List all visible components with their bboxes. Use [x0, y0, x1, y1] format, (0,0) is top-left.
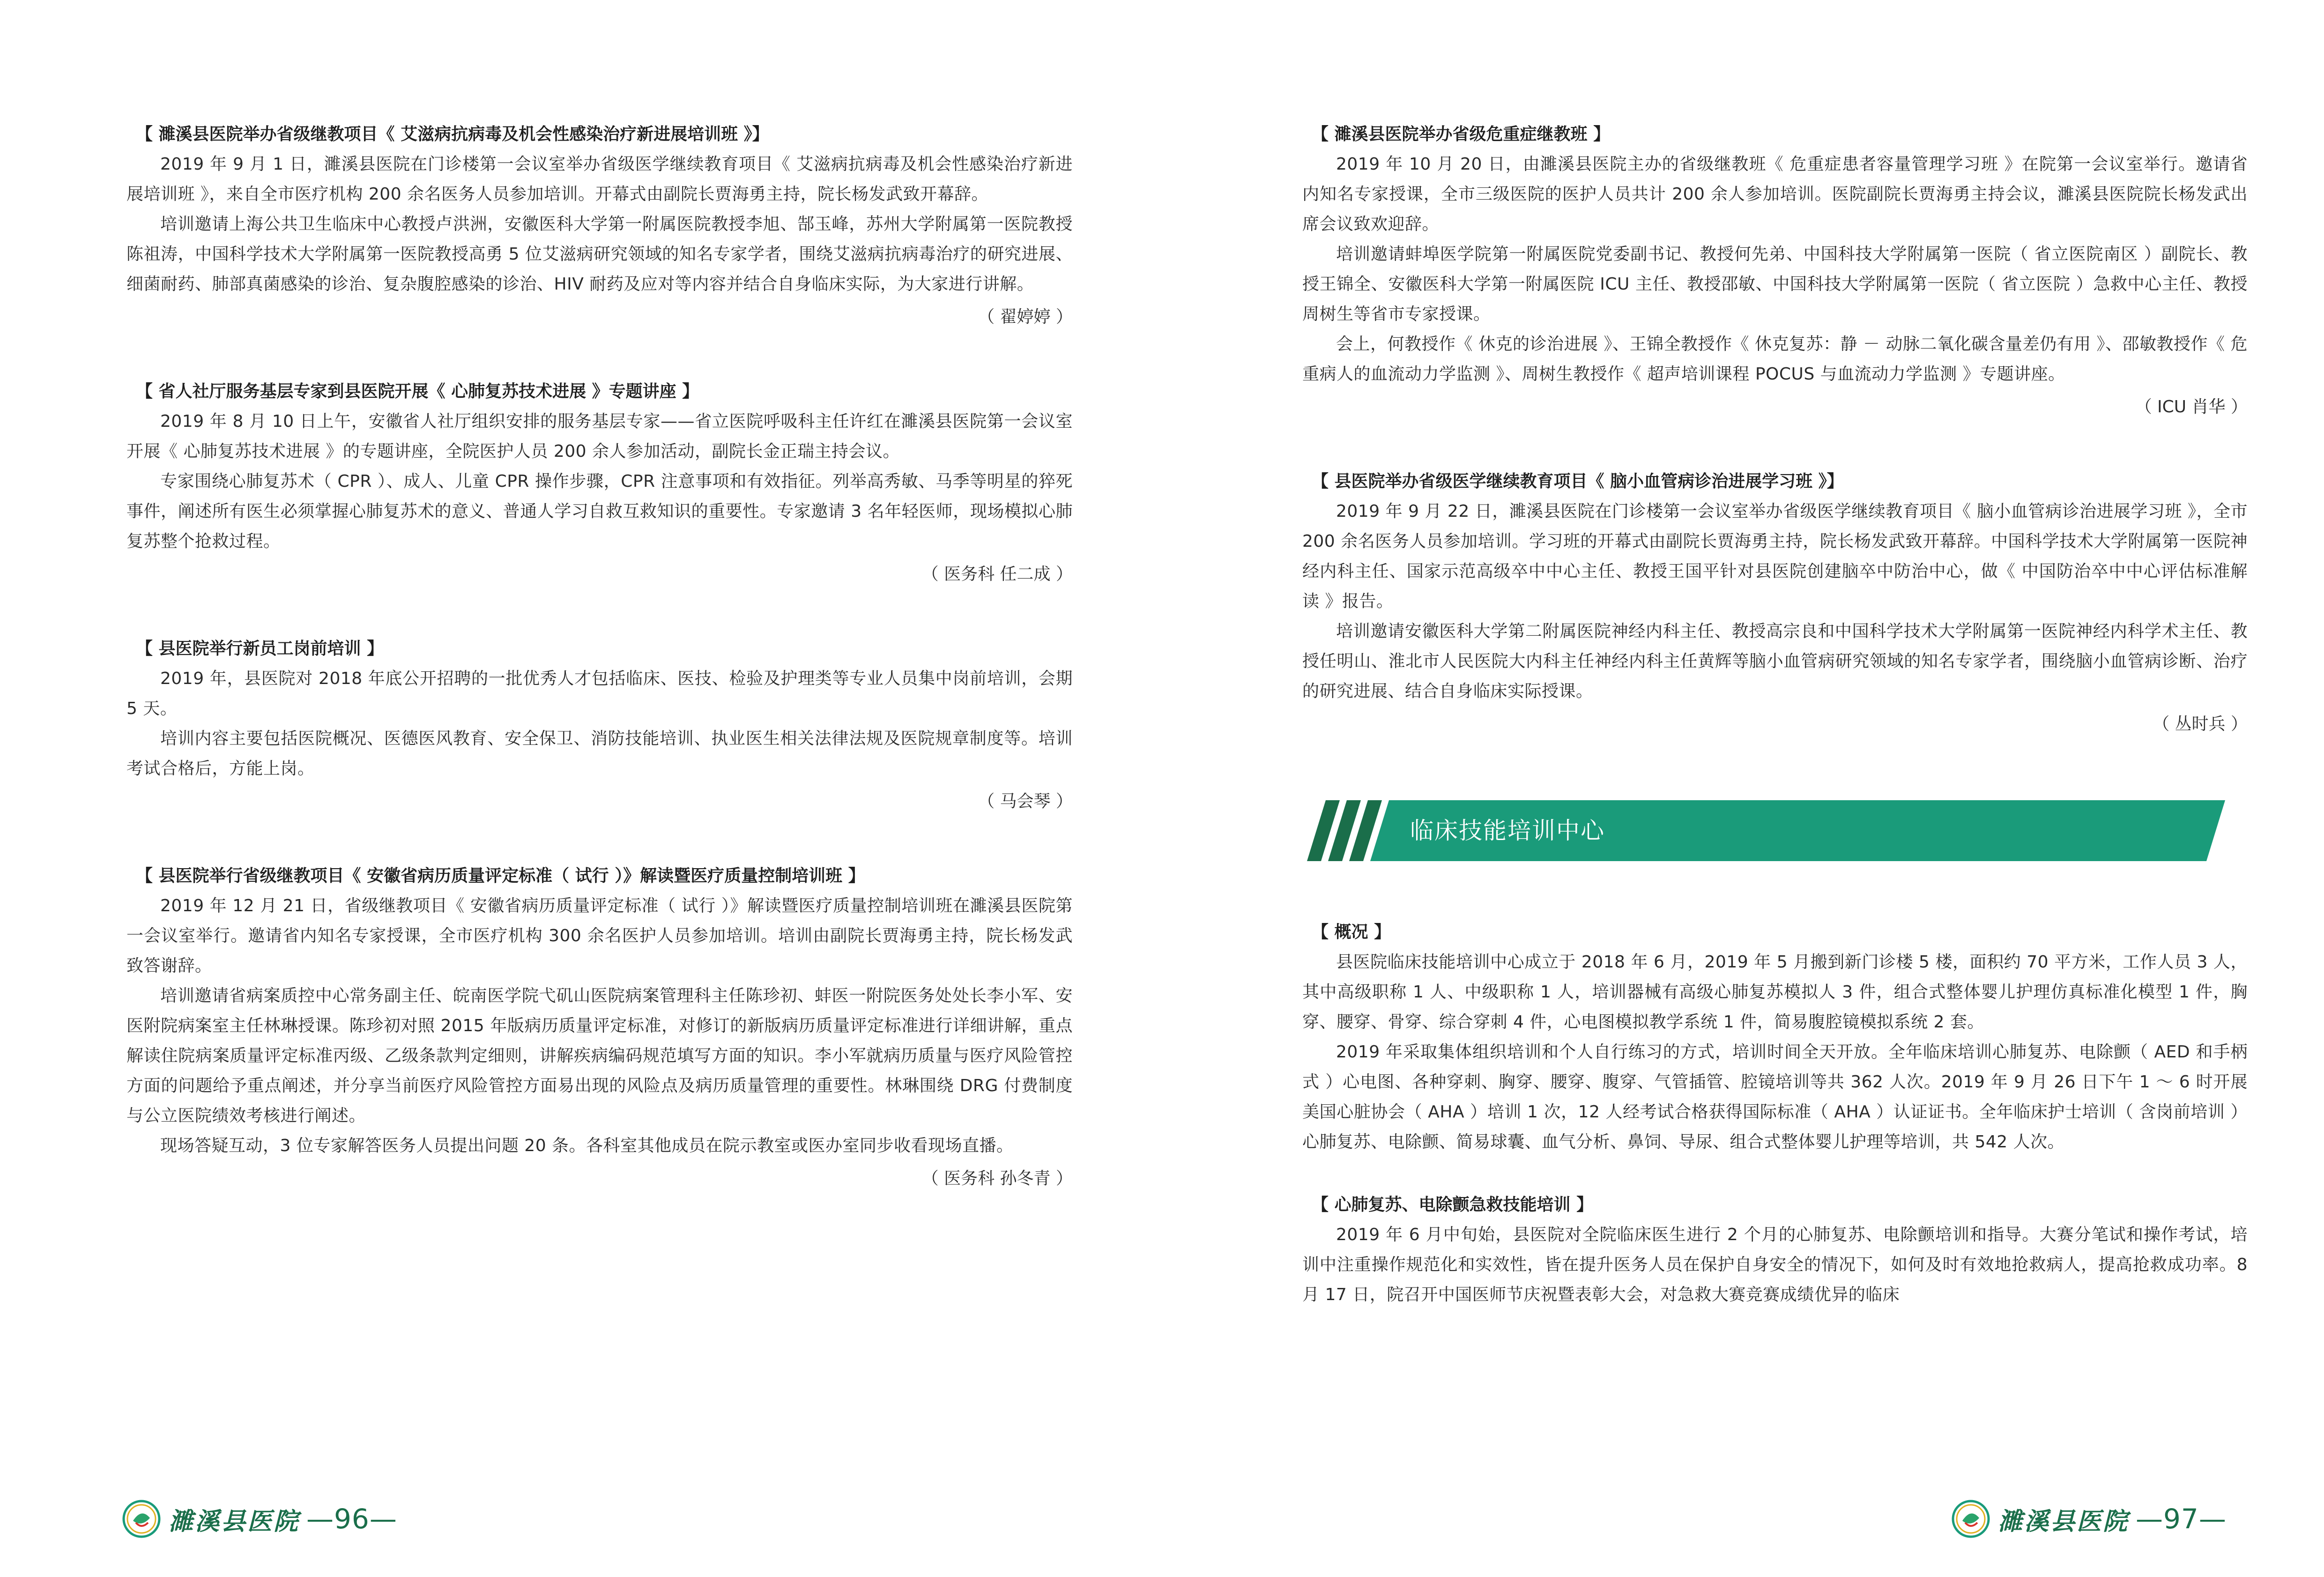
section-title: 临床技能培训中心	[1410, 817, 1605, 844]
article-author: （ 马会琴 ）	[978, 792, 1073, 811]
article-title: 【 县医院举行省级继教项目《 安徽省病历质量评定标准（ 试行 ）》解读暨医疗质量控制培训班 】	[136, 866, 865, 885]
article-paragraph: 2019 年 6 月中旬始，县医院对全院临床医生进行 2 个月的心肺复苏、电除颤培训和指导。大赛分笔试和操作考试，培训中注重操作规范化和实效性，皆在提升医务人员在保护自身安全的情况下，如何及时有效地抢救病人，提高抢救成功率。8 月 17 日，院召开中国医师节庆祝暨表彰大会，对急救大赛竞赛成绩优异的临床	[1302, 1225, 2248, 1304]
article-paragraph: 2019 年 8 月 10 日上午，安徽省人社厅组织安排的服务基层专家——省立医院呼吸科主任许红在濉溪县医院第一会议室开展《 心肺复苏技术进展 》的专题讲座，全院医护人员 200 余人参加活动，副院长金正瑞主持会议。	[126, 412, 1073, 461]
page-number: —97—	[2136, 1503, 2227, 1535]
article-title: 【 概况 】	[1312, 922, 1391, 942]
article-title: 【 心肺复苏、电除颤急救技能培训 】	[1312, 1195, 1594, 1214]
article	[126, 119, 1073, 332]
article-paragraph: 2019 年 12 月 21 日，省级继教项目《 安徽省病历质量评定标准（ 试行 ）》解读暨医疗质量控制培训班在濉溪县医院第一会议室举行。邀请省内知名专家授课，全市医疗机构 300 余名医护人员参加培训。培训由副院长贾海勇主持，院长杨发武致答谢辞。	[126, 896, 1073, 975]
article-author: （ ICU 肖华 ）	[2135, 397, 2248, 417]
article-paragraph: 培训邀请省病案质控中心常务副主任、皖南医学院弋矶山医院病案管理科主任陈珍初、蚌医一附院医务处处长李小军、安医附院病案室主任林琳授课。陈珍初对照 2015 年版病历质量评定标准，对修订的新版病历质量评定标准进行详细讲解，重点解读住院病案质量评定标准丙级、乙级条款判定细则，讲解疾病编码规范填写方面的知识。李小军就病历质量与医疗风险管控方面的问题给予重点阐述，并分享当前医疗风险管控方面易出现的风险点及病历质量管理的重要性。林琳围绕 DRG 付费制度与公立医院绩效考核进行阐述。	[126, 986, 1073, 1125]
hospital-logo-icon	[1951, 1499, 1990, 1539]
section-banner	[1307, 800, 2225, 861]
footer-hospital-name: 濉溪县医院	[1998, 1507, 2130, 1536]
article	[1302, 1190, 2248, 1310]
article-paragraph: 培训内容主要包括医院概况、医德医风教育、安全保卫、消防技能培训、执业医生相关法律法规及医院规章制度等。培训考试合格后，方能上岗。	[126, 729, 1073, 778]
article-author: （ 翟婷婷 ）	[978, 307, 1073, 327]
article-paragraph: 培训邀请蚌埠医学院第一附属医院党委副书记、教授何先弟、中国科技大学附属第一医院（ 省立医院南区 ）副院长、教授王锦全、安徽医科大学第一附属医院 ICU 主任、教授邵敏、中国科技大学附属第一医院（ 省立医院 ）急救中心主任、教授周树生等省市专家授课。	[1302, 245, 2248, 324]
article-paragraph: 2019 年采取集体组织培训和个人自行练习的方式，培训时间全天开放。全年临床培训心肺复苏、电除颤（ AED 和手柄式 ）心电图、各种穿刺、胸穿、腰穿、腹穿、气管插管、腔镜培训等共 362 人次。2019 年 9 月 26 日下午 1 ～ 6 时开展美国心脏协会（ AHA ）培训 1 次，12 人经考试合格获得国际标准（ AHA ）认证证书。全年临床护士培训（ 含岗前培训 ）心肺复苏、电除颤、简易球囊、血气分析、鼻饲、导尿、组合式整体婴儿护理等培训，共 542 人次。	[1302, 1042, 2248, 1152]
article-paragraph: 2019 年 9 月 1 日，濉溪县医院在门诊楼第一会议室举办省级医学继续教育项目《 艾滋病抗病毒及机会性感染治疗新进展培训班 》，来自全市医疗机构 200 余名医务人员参加培训。开幕式由副院长贾海勇主持，院长杨发武致开幕辞。	[126, 155, 1073, 204]
article-title: 【 濉溪县医院举办省级继教项目《 艾滋病抗病毒及机会性感染治疗新进展培训班 》】	[136, 125, 769, 144]
article	[126, 377, 1073, 589]
article-paragraph: 县医院临床技能培训中心成立于 2018 年 6 月，2019 年 5 月搬到新门诊楼 5 楼，面积约 70 平方米，工作人员 3 人，其中高级职称 1 人、中级职称 1 人，培训器械有高级心肺复苏模拟人 3 件，组合式整体婴儿护理仿真标准化模型 1 件，胸穿、腰穿、骨穿、综合穿刺 4 件，心电图模拟教学系统 1 件，简易腹腔镜模拟系统 2 套。	[1302, 952, 2248, 1032]
article-paragraph: 培训邀请上海公共卫生临床中心教授卢洪洲，安徽医科大学第一附属医院教授李旭、郜玉峰，苏州大学附属第一医院教授陈祖涛，中国科学技术大学附属第一医院教授高勇 5 位艾滋病研究领域的知名专家学者，围绕艾滋病抗病毒治疗的研究进展、细菌耐药、肺部真菌感染的诊治、复杂腹腔感染的诊治、HIV 耐药及应对等内容并结合自身临床实际，为大家进行讲解。	[126, 215, 1073, 294]
footer-hospital-name: 濉溪县医院	[169, 1507, 300, 1536]
article-title: 【 省人社厅服务基层专家到县医院开展《 心肺复苏技术进展 》专题讲座 】	[136, 382, 699, 401]
article-author: （ 丛时兵 ）	[2153, 714, 2248, 734]
left-column	[126, 119, 1073, 1238]
article-paragraph: 会上，何教授作《 休克的诊治进展 》、王锦全教授作《 休克复苏：静 － 动脉二氧化碳含量差仍有用 》、邵敏教授作《 危重病人的血流动力学监测 》、周树生教授作《 超声培训课程 POCUS 与血流动力学监测 》专题讲座。	[1302, 335, 2248, 384]
page-number: —96—	[306, 1503, 397, 1535]
article	[1302, 119, 2248, 422]
article-author: （ 医务科 孙冬青 ）	[921, 1169, 1073, 1188]
article	[126, 634, 1073, 817]
hospital-logo-icon	[122, 1499, 161, 1539]
article	[1302, 467, 2248, 739]
left-footer	[122, 1495, 397, 1542]
article-paragraph: 专家围绕心肺复苏术（ CPR ）、成人、儿童 CPR 操作步骤，CPR 注意事项和有效指征。列举高秀敏、马季等明星的猝死事件，阐述所有医生必须掌握心肺复苏术的意义、普通人学习自救互救知识的重要性。专家邀请 3 名年轻医师，现场模拟心肺复苏整个抢救过程。	[126, 472, 1073, 551]
article	[1302, 917, 2248, 1157]
article-paragraph: 2019 年，县医院对 2018 年底公开招聘的一批优秀人才包括临床、医技、检验及护理类等专业人员集中岗前培训，会期 5 天。	[126, 669, 1073, 718]
article-author: （ 医务科 任二成 ）	[921, 565, 1073, 584]
article-paragraph: 2019 年 10 月 20 日，由濉溪县医院主办的省级继教班《 危重症患者容量管理学习班 》在院第一会议室举行。邀请省内知名专家授课，全市三级医院的医护人员共计 200 余人参加培训。医院副院长贾海勇主持会议，濉溪县医院院长杨发武出席会议致欢迎辞。	[1302, 155, 2248, 234]
article-paragraph: 培训邀请安徽医科大学第二附属医院神经内科主任、教授高宗良和中国科学技术大学附属第一医院神经内科学术主任、教授任明山、淮北市人民医院大内科主任神经内科主任黄辉等脑小血管病研究领域的知名专家学者，围绕脑小血管病诊断、治疗的研究进展、结合自身临床实际授课。	[1302, 622, 2248, 701]
article-title: 【 县医院举办省级医学继续教育项目《 脑小血管病诊治进展学习班 》】	[1312, 472, 1844, 491]
right-page	[1162, 0, 2324, 1577]
article-title: 【 濉溪县医院举办省级危重症继教班 】	[1312, 125, 1611, 144]
article	[126, 861, 1073, 1194]
article-paragraph: 现场答疑互动，3 位专家解答医务人员提出问题 20 条。各科室其他成员在院示教室或医办室同步收看现场直播。	[160, 1136, 1014, 1155]
article-paragraph: 2019 年 9 月 22 日，濉溪县医院在门诊楼第一会议室举办省级医学继续教育项目《 脑小血管病诊治进展学习班 》，全市 200 余名医务人员参加培训。学习班的开幕式由副院长贾海勇主持，院长杨发武致开幕辞。中国科学技术大学附属第一医院神经内科主任、国家示范高级卒中中心主任、教授王国平针对县医院创建脑卒中防治中心，做《 中国防治卒中中心评估标准解读 》报告。	[1302, 502, 2248, 611]
article-title: 【 县医院举行新员工岗前培训 】	[136, 639, 384, 658]
right-column	[1302, 119, 2248, 1343]
right-footer	[1951, 1495, 2227, 1542]
